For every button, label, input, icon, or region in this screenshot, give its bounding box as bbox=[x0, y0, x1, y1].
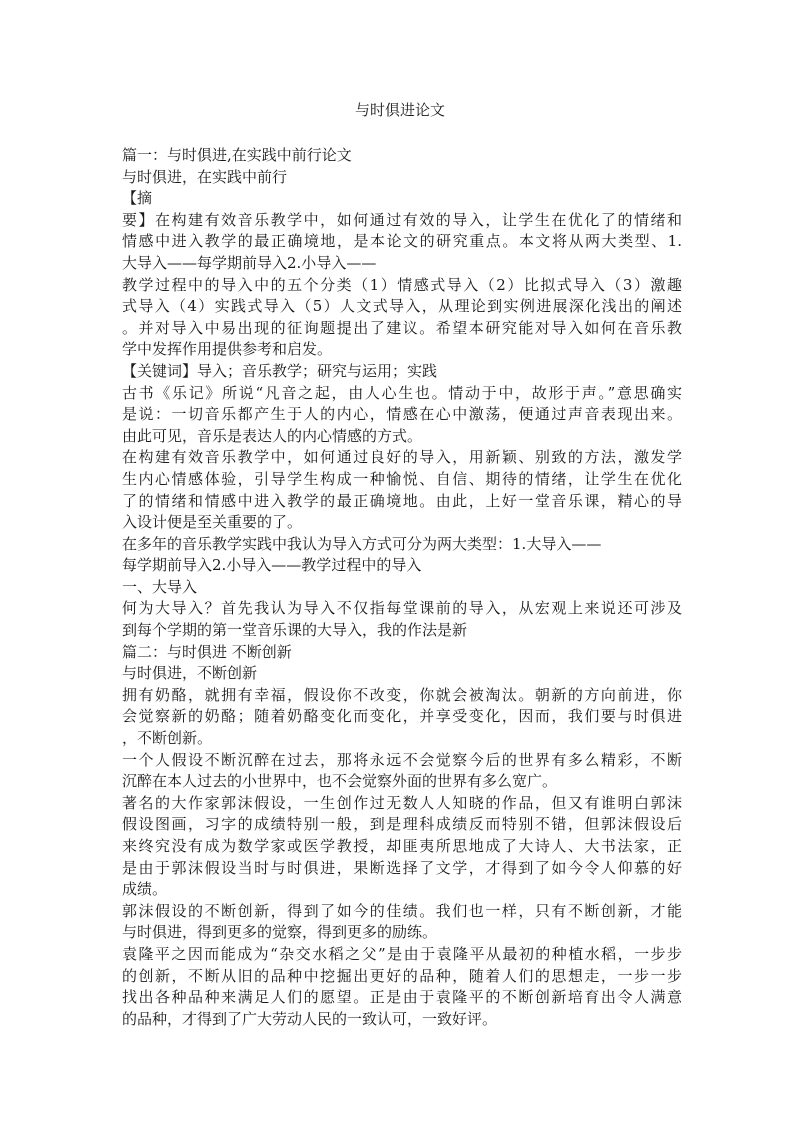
text-line: 了的情绪和情感中进入教学的最正确境地。由此，上好一堂音乐课，精心的导 bbox=[122, 491, 682, 510]
text-line: 著名的大作家郭沫假设，一生创作过无数人人知晓的作品，但又有谁明白郭沫 bbox=[122, 793, 682, 812]
text-line: 篇一：与时俱进,在实践中前行论文 bbox=[122, 146, 352, 164]
text-line: 一、大导入 bbox=[122, 577, 198, 596]
text-line: 到每个学期的第一堂音乐课的大导入，我的作法是新 bbox=[122, 621, 468, 640]
text-line: 的创新，不断从旧的品种中挖掘出更好的品种，随着人们的思想走，一步一步 bbox=[122, 966, 682, 985]
text-line: 教学过程中的导入中的五个分类（1）情感式导入（2）比拟式导入（3）激趣 bbox=[122, 275, 682, 294]
text-line: 【摘 bbox=[122, 189, 153, 208]
text-line: 生内心情感体验，引导学生构成一种愉悦、自信、期待的情绪，让学生在优化 bbox=[122, 469, 682, 488]
text-line: 大导入——每学期前导入2.小导入—— bbox=[122, 253, 377, 272]
text-line: 入设计便是至关重要的了。 bbox=[122, 513, 303, 532]
text-line: 学中发挥作用提供参考和启发。 bbox=[122, 340, 333, 359]
text-line: 在多年的音乐教学实践中我认为导入方式可分为两大类型：1.大导入—— bbox=[122, 534, 602, 553]
text-line: 情感中进入教学的最正确境地，是本论文的研究重点。本文将从两大类型、1. bbox=[122, 232, 682, 251]
text-line: 与时俱进，不断创新 bbox=[122, 664, 258, 683]
text-line: 要】在构建有效音乐教学中，如何通过有效的导入，让学生在优化了的情绪和 bbox=[122, 210, 682, 229]
text-line: 与时俱进，得到更多的觉察，得到更多的励练。 bbox=[122, 923, 438, 942]
text-line: 何为大导入？首先我认为导入不仅指每堂课前的导入，从宏观上来说还可涉及 bbox=[122, 599, 682, 618]
text-line: 会觉察新的奶酪；随着奶酪变化而变化，并享受变化，因而，我们要与时俱进 bbox=[122, 707, 682, 726]
text-line: 袁隆平之因而能成为“杂交水稻之父”是由于袁隆平从最初的种植水稻，一步步 bbox=[122, 944, 682, 963]
text-line: 郭沫假设的不断创新，得到了如今的佳绩。我们也一样，只有不断创新，才能 bbox=[122, 901, 682, 920]
document-title: 与时俱进论文 bbox=[354, 101, 445, 119]
text-line: 与时俱进，在实践中前行 bbox=[122, 167, 288, 186]
text-line: 来终究没有成为数学家或医学教授，却匪夷所思地成了大诗人、大书法家，正 bbox=[122, 837, 682, 855]
document-body bbox=[122, 145, 682, 1030]
text-line: 拥有奶酪，就拥有幸福，假设你不改变，你就会被淘汰。朝新的方向前进，你 bbox=[122, 685, 682, 704]
text-line: 。并对导入中易出现的征询题提出了建议。希望本研究能对导入如何在音乐教 bbox=[122, 318, 682, 337]
text-line: 由此可见，音乐是表达人的内心情感的方式。 bbox=[122, 426, 423, 445]
text-line: 成绩。 bbox=[122, 880, 168, 899]
text-line: 【关键词】导入；音乐教学；研究与运用；实践 bbox=[122, 361, 438, 380]
text-line: ，不断创新。 bbox=[122, 729, 213, 748]
text-line: 沉醉在本人过去的小世界中，也不会觉察外面的世界有多么宽广。 bbox=[122, 772, 558, 791]
text-line: 假设图画，习字的成绩特别一般，到是理科成绩反而特别不错，但郭沫假设后 bbox=[122, 815, 682, 834]
text-line: 在构建有效音乐教学中，如何通过良好的导入，用新颖、别致的方法，激发学 bbox=[122, 448, 682, 467]
text-line: 是说：一切音乐都产生于人的内心，情感在心中激荡，便通过声音表现出来。 bbox=[122, 405, 682, 424]
text-line: 篇二：与时俱进 不断创新 bbox=[122, 642, 292, 661]
text-line: 一个人假设不断沉醉在过去，那将永远不会觉察今后的世界有多么精彩，不断 bbox=[122, 750, 682, 769]
text-line: 是由于郭沫假设当时与时俱进，果断选择了文学，才得到了如今令人仰慕的好 bbox=[122, 858, 682, 877]
text-line: 的品种，才得到了广大劳动人民的一致认可，一致好评。 bbox=[122, 1009, 498, 1028]
text-line: 每学期前导入2.小导入——教学过程中的导入 bbox=[122, 556, 422, 575]
text-line: 找出各种品种来满足人们的愿望。正是由于袁隆平的不断创新培育出令人满意 bbox=[122, 988, 682, 1007]
text-line: 式导入（4）实践式导入（5）人文式导入，从理论到实例进展深化浅出的阐述 bbox=[122, 297, 682, 316]
text-line: 古书《乐记》所说“凡音之起，由人心生也。情动于中，故形于声。”意思确实 bbox=[122, 383, 682, 402]
